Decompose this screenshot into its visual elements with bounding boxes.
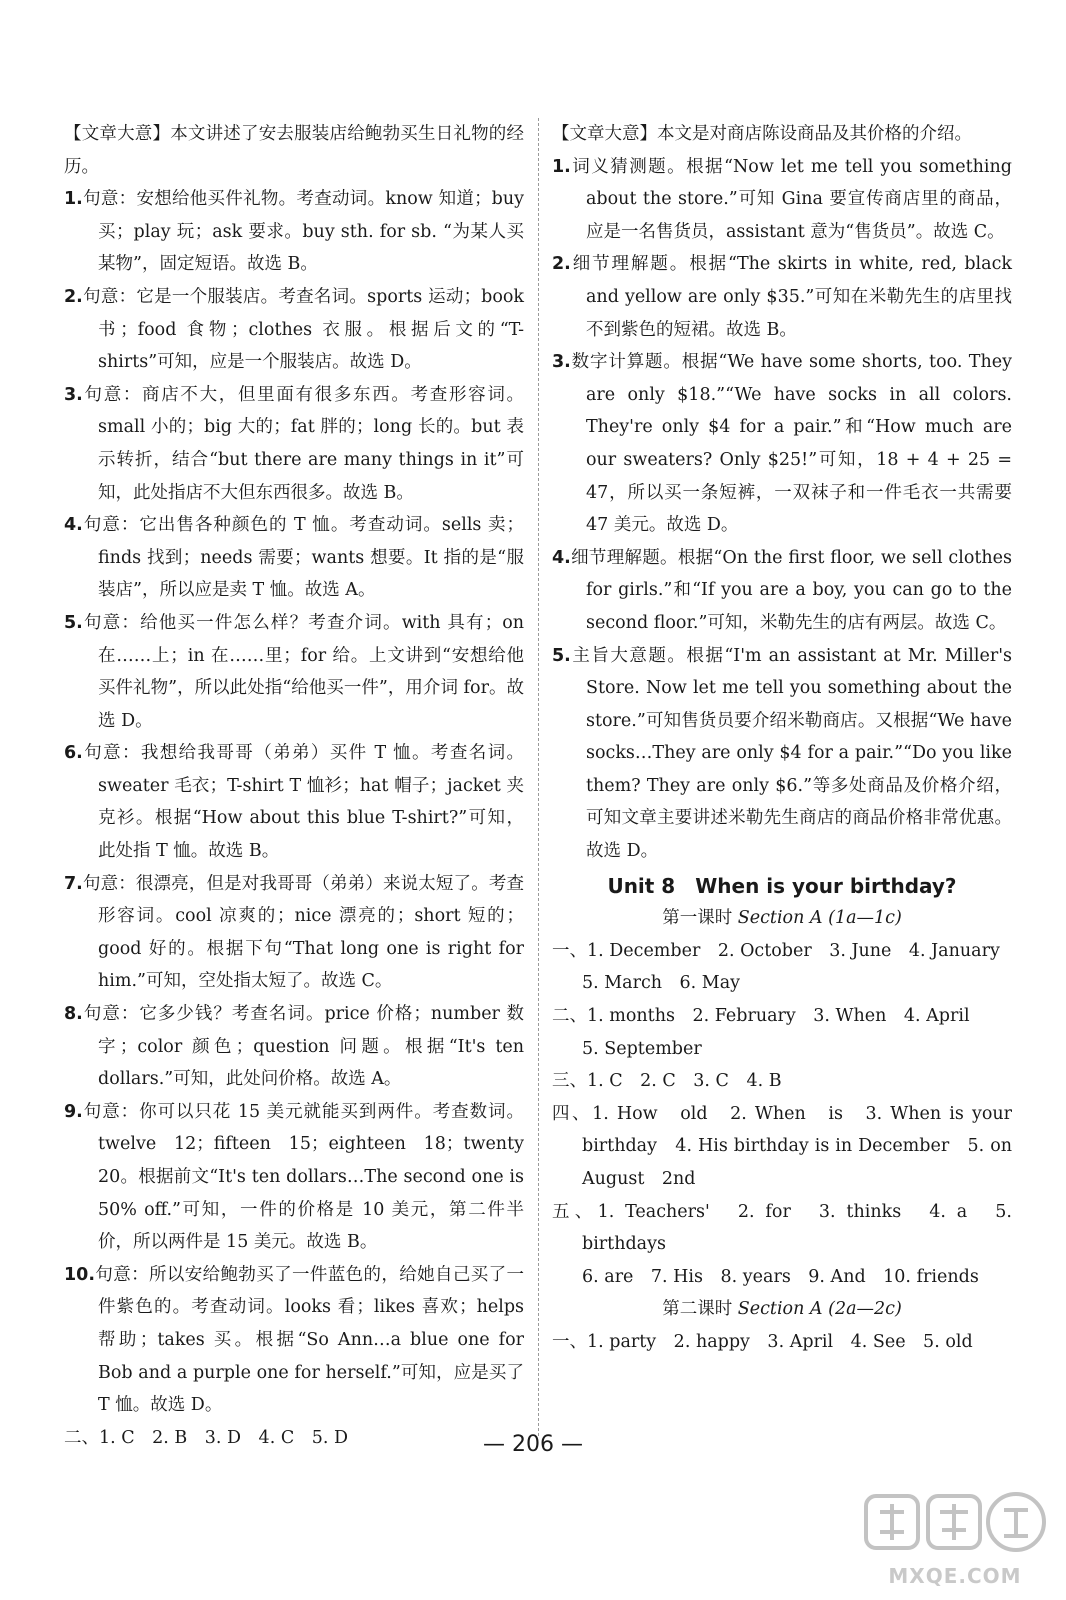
- answer-explanation-item: [552, 151, 1012, 249]
- lesson-1-section: Section A (1a—1c): [737, 908, 902, 929]
- answer-explanation-item: [64, 607, 524, 737]
- left-items: [64, 183, 524, 1422]
- left-answers: 二、1. C 2. B 3. D 4. C 5. D: [64, 1427, 348, 1448]
- item-number: 1.: [64, 189, 83, 210]
- left-summary: 【文章大意】本文讲述了安去服装店给鲍勃买生日礼物的经历。: [64, 124, 524, 177]
- right-column: [552, 118, 1012, 1359]
- item-number: 1.: [552, 156, 571, 177]
- answer-explanation-item: [64, 379, 524, 509]
- answer-explanation-item: [64, 998, 524, 1096]
- lesson-2-section: Section A (2a—2c): [737, 1299, 902, 1320]
- item-text: 句意：所以安给鲍勃买了一件蓝色的，给她自己买了一件紫色的。考查动词。looks 看；likes 喜欢；helps 帮助；takes 买。根据“So Ann…a blue one for Bob and a purple one for herself.”可知，应是买了 T 恤。故选 D。: [95, 1264, 524, 1416]
- answer-explanation-item: [64, 868, 524, 998]
- item-number: 4.: [64, 515, 83, 536]
- answer-row: [552, 1000, 1012, 1033]
- item-number: 3.: [552, 352, 571, 373]
- item-number: 5.: [552, 645, 571, 666]
- answer-row-lead: 四、: [552, 1103, 593, 1124]
- answer-row: [552, 1196, 1012, 1261]
- answer-row-text: 1. party 2. happy 3. April 4. See 5. old: [587, 1331, 973, 1352]
- watermark-icon: [860, 1486, 1050, 1566]
- lesson-2-heading: [552, 1293, 1012, 1326]
- answer-row-lead: 三、: [552, 1071, 587, 1092]
- item-text: 句意：它是一个服装店。考查名词。sports 运动；book 书；food 食物；clothes 衣服。根据后文的“T-shirts”可知，应是一个服装店。故选 D。: [82, 286, 524, 373]
- answer-row: [552, 935, 1012, 968]
- item-text: 数字计算题。根据“We have some shorts, too. They are only $18.”“We have socks in all colors. They're only $4 for a pair.”和“How much are our sweaters? Only $25!”可知，18 + 4 + 25 = 47，所以买一条短裤，一双袜子和一件毛衣一共需要 47 美元。故选 D。: [570, 352, 1012, 536]
- answer-row-lead: 五、: [552, 1201, 598, 1222]
- item-number: 6.: [64, 743, 83, 764]
- item-number: 5.: [64, 612, 83, 633]
- watermark-text: MXQE.COM: [888, 1564, 1022, 1588]
- item-text: 句意：你可以只花 15 美元就能买到两件。考查数词。twelve 12；fifteen 15；eighteen 18；twenty 20。根据前文“It's ten dollars…The second one is 50% off.”可知，一件的价格是 10 美元，第二件半价，所以两件是 15 美元。故选 B。: [82, 1101, 524, 1253]
- answer-row-text: 1. December 2. October 3. June 4. January: [587, 940, 1000, 961]
- answer-row-continuation: 6. are 7. His 8. years 9. And 10. friends: [582, 1266, 979, 1287]
- answer-explanation-item: [64, 509, 524, 607]
- answer-row: [552, 1326, 1012, 1359]
- item-text: 句意：给他买一件怎么样？考查介词。with 具有；on 在……上；in 在……里；for 给。上文讲到“安想给他买件礼物”，所以此处指“给他买一件”，用介词 for。故选 D。: [82, 612, 524, 731]
- right-summary: 【文章大意】本文是对商店陈设商品及其价格的介绍。: [552, 124, 972, 144]
- answer-row-continuation: 5. March 6. May: [582, 973, 741, 994]
- item-number: 2.: [552, 254, 571, 275]
- item-number: 3.: [64, 384, 83, 405]
- item-number: 10.: [64, 1264, 96, 1285]
- answer-explanation-item: [64, 1259, 524, 1422]
- item-number: 9.: [64, 1101, 83, 1122]
- item-text: 句意：安想给他买件礼物。考查动词。know 知道；buy 买；play 玩；ask 要求。buy sth. for sb. “为某人买某物”，固定短语。故选 B。: [82, 189, 524, 275]
- answer-row-lead: 二、: [552, 1006, 587, 1027]
- item-text: 句意：它多少钱？考查名词。price 价格；number 数字；color 颜色；question 问题。根据“It's ten dollars.”可知，此处问价格。故选 A。: [82, 1004, 524, 1090]
- lesson-2-label: 第二课时: [662, 1299, 733, 1320]
- left-column: [64, 118, 524, 1454]
- item-text: 句意：很漂亮，但是对我哥哥（弟弟）来说太短了。考查形容词。cool 凉爽的；nice 漂亮的；short 短的；good 好的。根据下句“That long one is right for him.”可知，空处指太短了。故选 C。: [82, 873, 524, 992]
- unit-title: Unit 8 When is your birthday?: [607, 873, 957, 898]
- answer-explanation-item: [64, 1096, 524, 1259]
- answer-explanation-item: [552, 640, 1012, 868]
- item-text: 主旨大意题。根据“I'm an assistant at Mr. Miller's Store. Now let me tell you something about the store.”可知售货员要介绍米勒商店。又根据“We have socks…They are only $4 for a pair.”“Do you like them? They are only $6.”等多处商品及价格介绍，可知文章主要讲述米勒先生商店的商品价格非常优惠。故选 D。: [570, 645, 1012, 862]
- answer-row-lead: 一、: [552, 1331, 587, 1352]
- item-number: 4.: [552, 547, 571, 568]
- item-number: 8.: [64, 1004, 83, 1025]
- answer-explanation-item: [64, 281, 524, 379]
- answer-row: [552, 1098, 1012, 1196]
- item-number: 7.: [64, 873, 83, 894]
- item-text: 句意：它出售各种颜色的 T 恤。考查动词。sells 卖；finds 找到；needs 需要；wants 想要。It 指的是“服装店”，所以应是卖 T 恤。故选 A。: [82, 515, 524, 601]
- answer-row-text: 1. Teachers' 2. for 3. thinks 4. a 5. birthdays: [582, 1201, 1012, 1255]
- answer-explanation-item: [552, 346, 1012, 542]
- answer-explanation-item: [64, 737, 524, 867]
- item-text: 细节理解题。根据“On the first floor, we sell clothes for girls.”和“If you are a boy, you can go to the second floor.”可知，米勒先生的店有两层。故选 C。: [570, 547, 1012, 633]
- lesson-1-label: 第一课时: [662, 908, 733, 929]
- lesson-2-answers: [552, 1326, 1012, 1359]
- lesson-1-answers: [552, 935, 1012, 1294]
- lesson-1-heading: [552, 902, 1012, 935]
- answer-row-text: 1. months 2. February 3. When 4. April: [587, 1006, 970, 1027]
- item-text: 词义猜测题。根据“Now let me tell you something about the store.”可知 Gina 要宣传商店里的商品，应是一名售货员，assistant 意为“售货员”。故选 C。: [570, 156, 1012, 242]
- answer-row-continuation: 5. September: [582, 1038, 702, 1059]
- answer-explanation-item: [552, 248, 1012, 346]
- right-items: [552, 151, 1012, 868]
- item-text: 句意：商店不大，但里面有很多东西。考查形容词。small 小的；big 大的；fat 胖的；long 长的。but 表示转折，结合“but there are many things in it”可知，此处指店不大但东西很多。故选 B。: [82, 384, 524, 503]
- page-number: — 206 —: [483, 1432, 583, 1457]
- answer-row-text: 1. C 2. C 3. C 4. B: [587, 1071, 782, 1092]
- answer-row: [552, 1065, 1012, 1098]
- answer-explanation-item: [64, 183, 524, 281]
- answer-row-lead: 一、: [552, 940, 587, 961]
- column-divider: [538, 118, 539, 1436]
- item-number: 2.: [64, 286, 83, 307]
- watermark-logo: [860, 1486, 1050, 1590]
- answer-explanation-item: [552, 542, 1012, 640]
- item-text: 句意：我想给我哥哥（弟弟）买件 T 恤。考查名词。sweater 毛衣；T-shirt T 恤衫；hat 帽子；jacket 夹克衫。根据“How about this blue T-shirt?”可知，此处指 T 恤。故选 B。: [82, 743, 524, 862]
- item-text: 细节理解题。根据“The skirts in white, red, black and yellow are only $35.”可知在米勒先生的店里找不到紫色的短裙。故选 B。: [570, 254, 1012, 340]
- answer-row-text: 1. How old 2. When is 3. When is your birthday 4. His birthday is in December 5. on August 2nd: [582, 1103, 1013, 1189]
